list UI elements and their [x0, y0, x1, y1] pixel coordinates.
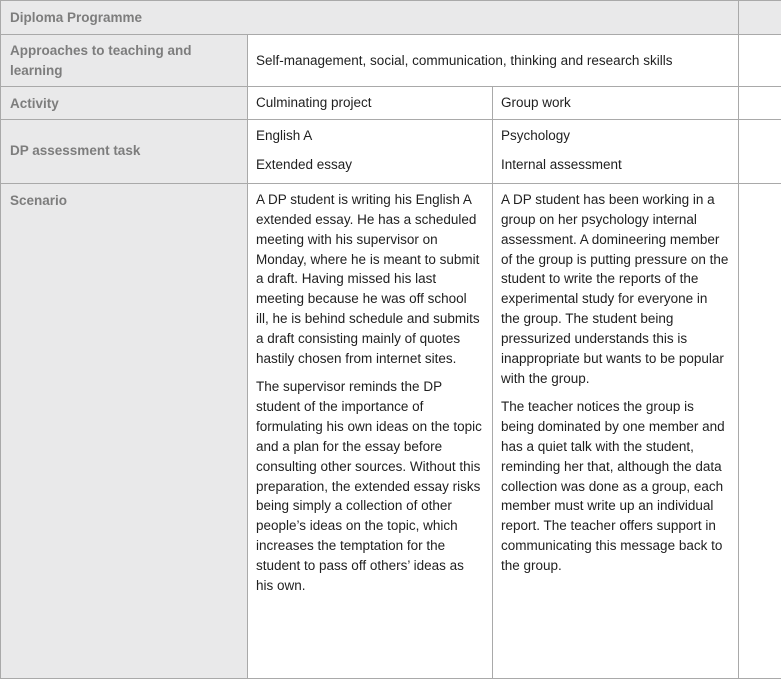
table-row: [1, 35, 781, 87]
scenario-paragraph: A DP student is writing his English A extended essay. He has a scheduled meeting with his supervisor on Monday, where he is meant to submit a draft. Having missed his last meeting because he was off school ill, he is behind schedule and submits a draft consisting mainly of quotes hastily chosen from internet sites.: [256, 191, 480, 367]
scenario-paragraph: The supervisor reminds the DP student of the importance of formulating his own ideas on the topic and a plan for the essay before consulting other sources. Without this preparation, the extended essay risks being simply a collection of other people’s ideas on the topic, which increases the temptation for the student to pass off others’ ideas as his own.: [256, 378, 482, 594]
assessment-subject: English A: [256, 128, 313, 143]
title-band-end: [739, 1, 781, 35]
scenario-col1: [248, 183, 493, 678]
scenario-paragraph: A DP student has been working in a group on her psychology internal assessment. A domineering member of the group is putting pressure on the student to write the reports of the experimental study for everyone in the group. The student being pressurized understands this is inappropriate but wants to be popular with the group.: [501, 191, 729, 386]
assessment-subject: Psychology: [501, 128, 571, 143]
assessment-component: Internal assessment: [501, 156, 622, 172]
table-row: [1, 1, 781, 35]
empty-cell: [739, 120, 781, 184]
scenario-col2: [493, 183, 739, 678]
assessment-task-col1: [248, 120, 493, 184]
empty-cell: [739, 183, 781, 678]
scenario-label: Scenario: [1, 183, 248, 678]
assessment-task-col2: [493, 120, 739, 184]
table-row: [1, 87, 781, 120]
activity-culminating-project: Culminating project: [248, 87, 493, 120]
atl-label: Approaches to teaching and learning: [1, 35, 248, 87]
empty-cell: [739, 35, 781, 87]
table-row: [1, 120, 781, 184]
table-row: [1, 183, 781, 678]
empty-cell: [739, 87, 781, 120]
scenario-paragraph: The teacher notices the group is being dominated by one member and has a quiet talk with the student, reminding her that, although the data collection was done as a group, each member must write up an individual report. The teacher offers support in communicating this message back to the group.: [501, 398, 725, 574]
atl-value: Self-management, social, communication, thinking and research skills: [248, 35, 739, 87]
assessment-task-label: DP assessment task: [1, 120, 248, 184]
activity-label: Activity: [1, 87, 248, 120]
activity-group-work: Group work: [493, 87, 739, 120]
programme-title: Diploma Programme: [1, 1, 739, 35]
assessment-component: Extended essay: [256, 156, 353, 172]
